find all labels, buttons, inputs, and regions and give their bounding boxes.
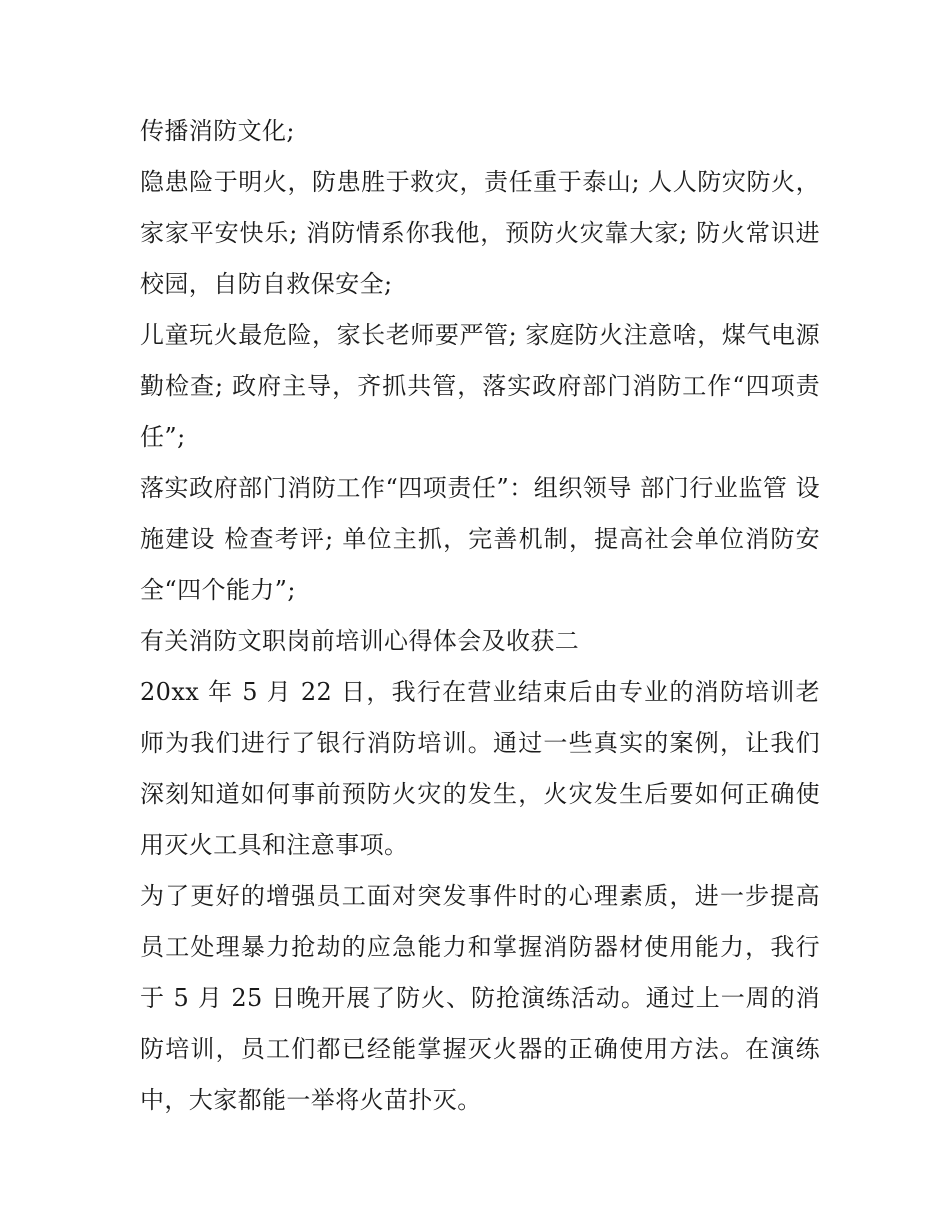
paragraph-2: 隐患险于明火，防患胜于救灾，责任重于泰山; 人人防灾防火，家家平安快乐; 消防情系你我他，预防火灾靠大家; 防火常识进校园，自防自救保安全; bbox=[140, 168, 820, 298]
paragraph-3: 儿童玩火最危险，家长老师要严管; 家庭防火注意啥，煤气电源勤检查; 政府主导，齐抓共管，落实政府部门消防工作“四项责任”; bbox=[140, 321, 820, 451]
document-body bbox=[140, 106, 820, 1126]
section-heading: 有关消防文职岗前培训心得体会及收获二 bbox=[140, 627, 580, 655]
paragraph-4: 落实政府部门消防工作“四项责任”：组织领导 部门行业监管 设施建设 检查考评; 单位主抓，完善机制，提高社会单位消防安全“四个能力”; bbox=[140, 474, 820, 604]
paragraph-1: 传播消防文化; bbox=[140, 117, 295, 145]
paragraph-6: 为了更好的增强员工面对突发事件时的心理素质，进一步提高员工处理暴力抢劫的应急能力和掌握消防器材使用能力，我行于 5 月 25 日晚开展了防火、防抢演练活动。通过上一周的消防培训，员工们都已经能掌握灭火器的正确使用方法。在演练中，大家都能一举将火苗扑灭。 bbox=[140, 882, 820, 1114]
paragraph-5: 20xx 年 5 月 22 日，我行在营业结束后由专业的消防培训老师为我们进行了银行消防培训。通过一些真实的案例，让我们深刻知道如何事前预防火灾的发生，火灾发生后要如何正确使用灭火工具和注意事项。 bbox=[140, 678, 820, 859]
